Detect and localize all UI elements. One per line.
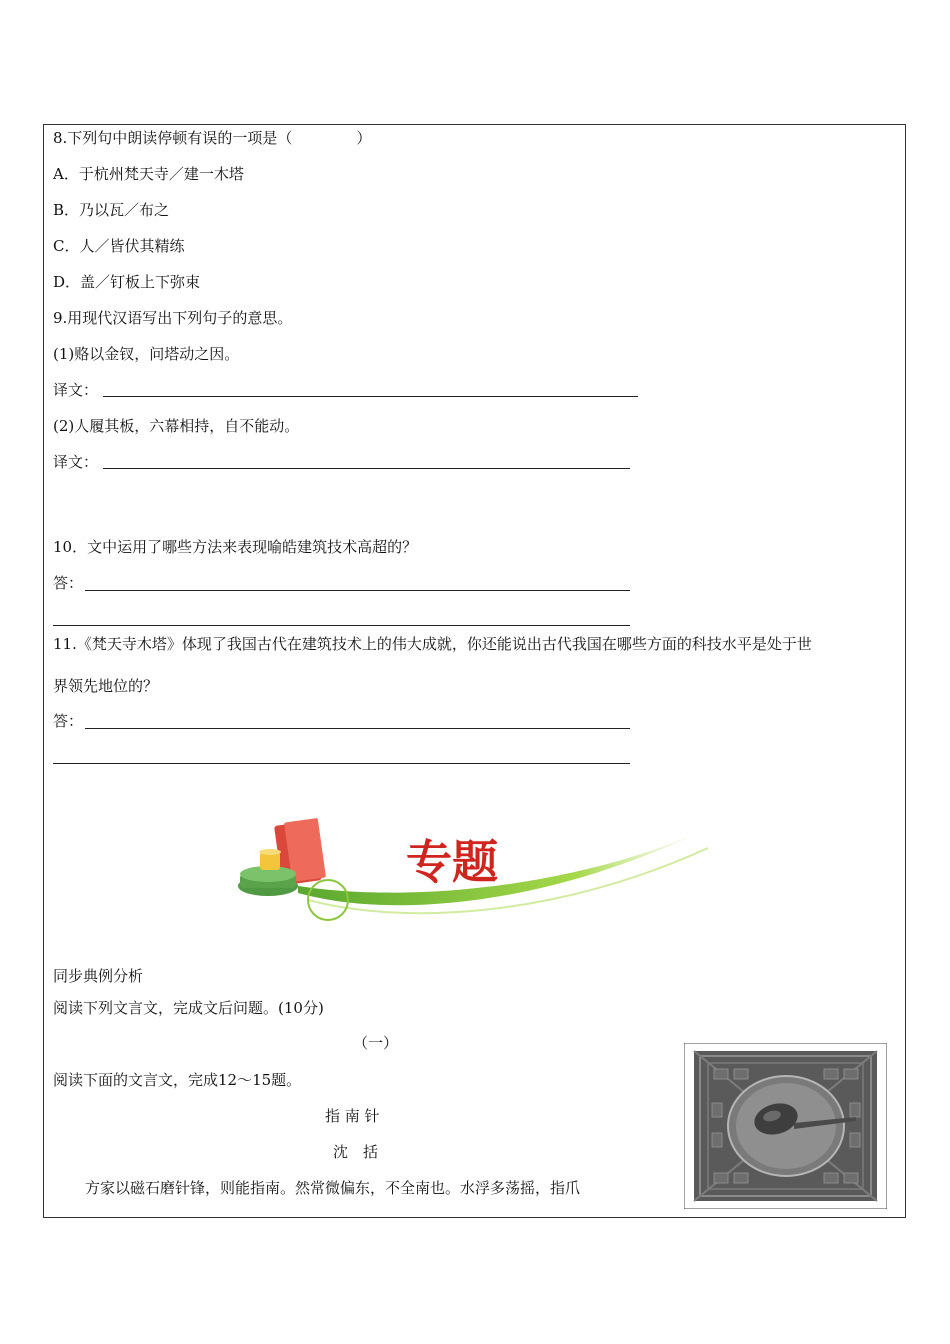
q11-answer-line-2[interactable] [53,763,630,764]
q9-answer-line-1[interactable] [103,396,638,397]
passage-body-line-1: 方家以磁石磨针锋，则能指南。然常微偏东，不全南也。水浮多荡摇，指爪 [85,1179,581,1197]
q10-answer-label: 答： [53,574,84,592]
q10-answer-line-2[interactable] [53,625,630,626]
q9-answer-label-2: 译文： [53,453,99,471]
q11-stem-line-1: 11.《梵天寺木塔》体现了我国古代在建筑技术上的伟大成就，你还能说出古代我国在哪些方面的科技水平是处于世 [53,635,812,653]
q9-sentence-2: (2)人履其板，六幕相持，自不能动。 [53,417,300,435]
q8-option-d: D．盖／钉板上下弥束 [53,273,201,291]
q11-answer-label: 答： [53,712,84,730]
section-heading: 同步典例分析 [53,967,144,985]
sub-instruction: 阅读下面的文言文，完成12～15题。 [53,1071,302,1089]
q9-sentence-1: (1)赂以金钗，问塔动之因。 [53,345,240,363]
q11-stem-line-2: 界领先地位的？ [53,677,159,695]
section-instruction: 阅读下列文言文，完成文后问题。(10分) [53,999,324,1017]
q8-option-c: C．人／皆伏其精练 [53,237,185,255]
swoosh-shape [298,833,698,905]
q9-stem: 9.用现代汉语写出下列句子的意思。 [53,309,293,327]
q8-stem [53,128,371,148]
q8-option-b: B．乃以瓦／布之 [53,201,170,219]
q11-answer-line-1[interactable] [85,728,630,729]
q8-stem-end: ） [356,129,372,147]
q8-option-a: A．于杭州梵天寺／建一木塔 [53,165,244,183]
passage-author: 沈 括 [333,1143,379,1161]
passage-title: 指 南 针 [325,1107,380,1125]
q9-answer-label-1: 译文： [53,381,99,399]
topic-banner [238,808,718,933]
q10-answer-line-1[interactable] [85,590,630,591]
q8-stem-text: 8.下列句中朗读停顿有误的一项是（ [53,129,293,147]
banner-title: 专题 [406,835,498,889]
compass-photo [684,1043,887,1209]
q9-answer-line-2[interactable] [103,468,630,469]
q10-stem: 10．文中运用了哪些方法来表现喻皓建筑技术高超的？ [53,538,418,556]
part-label: （一） [353,1034,399,1052]
